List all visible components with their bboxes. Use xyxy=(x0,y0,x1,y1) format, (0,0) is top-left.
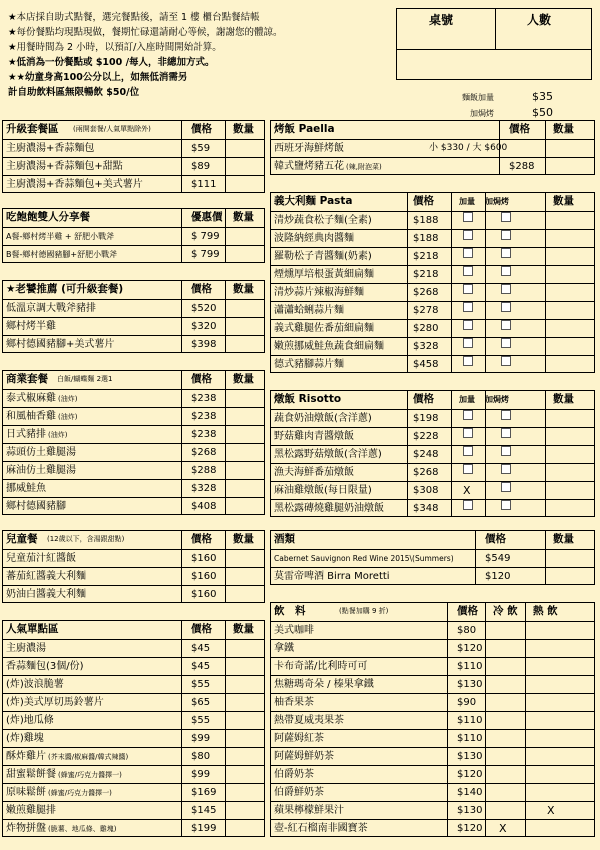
section-title: 烤飯 Paella xyxy=(274,123,335,135)
add-bake-checkbox[interactable] xyxy=(501,284,511,294)
item-price: $268 xyxy=(191,447,217,458)
item-price: $110 xyxy=(457,715,483,726)
hot-header: 熱 飲 xyxy=(533,605,558,617)
menu-item-row[interactable] xyxy=(271,711,594,729)
section-business xyxy=(2,370,265,515)
add-portion-checkbox[interactable] xyxy=(463,338,473,348)
menu-item-row[interactable] xyxy=(271,247,594,265)
menu-item-row[interactable] xyxy=(271,549,594,567)
add-portion-checkbox[interactable] xyxy=(463,464,473,474)
add-portion-checkbox[interactable] xyxy=(463,248,473,258)
item-name: 清炒蒜片辣椒海鮮麵 xyxy=(274,287,364,298)
note-line: ★低消為一份餐點或 $100 /每人，非總加方式。 xyxy=(8,57,215,68)
item-price: $348 xyxy=(413,503,439,514)
section-title-note: (兩開套餐/人氣單點除外) xyxy=(73,125,151,133)
item-price: $288 xyxy=(191,465,217,476)
menu-item-row[interactable] xyxy=(3,317,264,335)
add-bake-checkbox[interactable] xyxy=(501,248,511,258)
menu-item-row[interactable] xyxy=(271,765,594,783)
item-name: 西班牙海鮮烤飯 xyxy=(274,143,344,154)
item-price: $120 xyxy=(457,643,483,654)
qty-header: 數量 xyxy=(553,123,574,135)
surcharge-bake: 加焗烤 $50 xyxy=(470,106,553,119)
menu-item-row[interactable] xyxy=(271,409,594,427)
item-price: $549 xyxy=(485,553,511,564)
item-name: 柚香果茶 xyxy=(274,697,314,708)
qty-header: 數量 xyxy=(233,623,254,635)
item-name: 瀟瀟蛤蜊蒜片麵 xyxy=(274,305,344,316)
item-price: $120 xyxy=(485,571,511,582)
add-portion-checkbox[interactable] xyxy=(463,302,473,312)
menu-item-row[interactable] xyxy=(3,747,264,765)
add-portion-checkbox[interactable] xyxy=(463,320,473,330)
section-title: 酒類 xyxy=(274,533,295,545)
item-price: $218 xyxy=(413,269,439,280)
section-title-note: 白飯/蝴蝶麵 2選1 xyxy=(57,375,113,383)
menu-item-row[interactable] xyxy=(271,427,594,445)
menu-item-row[interactable] xyxy=(3,819,264,837)
item-price: $80 xyxy=(191,751,211,762)
menu-item-row[interactable] xyxy=(271,463,594,481)
menu-item-row[interactable] xyxy=(271,319,594,337)
item-name: 拿鐵 xyxy=(274,643,294,654)
item-name: 羅勒松子青醬麵(奶素) xyxy=(274,251,372,262)
item-name: 煙燻厚培根蛋黃細扁麵 xyxy=(274,269,374,280)
section-kids xyxy=(2,530,265,603)
add-bake-checkbox[interactable] xyxy=(501,446,511,456)
item-price: $458 xyxy=(413,359,439,370)
item-price: $228 xyxy=(413,431,439,442)
item-name: 麻油雞燉飯(每日限量) xyxy=(274,485,372,496)
item-price: $160 xyxy=(191,553,217,564)
item-name: 熱帶夏威夷果茶 xyxy=(274,715,344,726)
add-portion-checkbox[interactable] xyxy=(463,212,473,222)
section-title-note: (點餐加購 9 折) xyxy=(339,607,389,615)
section-header xyxy=(3,281,264,299)
menu-item-row[interactable] xyxy=(271,139,594,157)
add-portion-checkbox[interactable] xyxy=(463,410,473,420)
item-name: 挪威鮭魚 xyxy=(6,483,46,494)
not-available-mark: X xyxy=(463,484,471,497)
add-bake-checkbox[interactable] xyxy=(501,356,511,366)
item-name: B餐-鄉村德國豬腳+舒肥小戰斧 xyxy=(6,250,118,259)
section-title: 人氣單點區 xyxy=(6,623,59,635)
section-pasta xyxy=(270,192,595,373)
qty-header: 數量 xyxy=(553,533,574,545)
menu-item-row[interactable] xyxy=(271,481,594,499)
menu-item-row[interactable] xyxy=(3,175,264,193)
item-name: 低溫京調大戰斧豬排 xyxy=(6,303,96,314)
section-wine xyxy=(270,530,595,585)
section-drinks xyxy=(270,602,595,837)
item-price: 小 $330 / 大 $600 xyxy=(429,143,508,153)
price-header: 價格 xyxy=(191,533,212,545)
section-header xyxy=(271,121,594,139)
item-note: (蜂蜜/巧克力醬擇一) xyxy=(58,771,122,779)
menu-item-row[interactable] xyxy=(271,801,594,819)
item-note: (油炸) xyxy=(48,431,68,439)
add-portion-checkbox[interactable] xyxy=(463,230,473,240)
add-bake-checkbox[interactable] xyxy=(501,230,511,240)
menu-item-row[interactable] xyxy=(3,407,264,425)
section-title: 吃飽飽雙人分享餐 xyxy=(6,211,90,223)
section-header xyxy=(271,531,594,549)
cold-header: 冷 飲 xyxy=(493,605,518,617)
table-no-label: 桌號 xyxy=(429,13,454,27)
item-name: 美式咖啡 xyxy=(274,625,314,636)
item-name: 甜蜜鬆餅餐 xyxy=(6,769,56,780)
item-name: 莫雷帝啤酒 Birra Moretti xyxy=(274,571,390,582)
section-title: ★老饕推薦 (可升級套餐) xyxy=(6,283,124,295)
menu-item-row[interactable] xyxy=(271,639,594,657)
price-header: 價格 xyxy=(191,373,212,385)
item-name: 奶油白醬義大利麵 xyxy=(6,589,86,600)
item-price: $198 xyxy=(413,413,439,424)
section-header xyxy=(3,209,264,227)
item-price: $328 xyxy=(191,483,217,494)
menu-item-row[interactable] xyxy=(3,245,264,263)
item-note: (脆薯、地瓜條、雞塊) xyxy=(48,825,117,833)
item-name: 韓式鹽烤豬五花 xyxy=(274,161,344,172)
add-portion-checkbox[interactable] xyxy=(463,446,473,456)
item-price: $55 xyxy=(191,715,211,726)
item-note: (蜂蜜/巧克力醬擇一) xyxy=(48,789,112,797)
item-price: $160 xyxy=(191,589,217,600)
menu-item-row[interactable] xyxy=(271,675,594,693)
add-bake-checkbox[interactable] xyxy=(501,338,511,348)
item-name: 蒜頭仿土雞腿湯 xyxy=(6,447,76,458)
item-name: 嫩煎雞腿排 xyxy=(6,805,56,816)
item-name: 原味鬆餅 xyxy=(6,787,46,798)
item-price: $145 xyxy=(191,805,217,816)
item-name: (炸)波浪脆薯 xyxy=(6,679,64,690)
menu-item-row[interactable] xyxy=(3,389,264,407)
add-portion-checkbox[interactable] xyxy=(463,266,473,276)
item-name: 主廚濃湯 xyxy=(6,643,46,654)
add-portion-checkbox[interactable] xyxy=(463,356,473,366)
item-name: 和風柚香雞 xyxy=(6,411,56,422)
price-header: 價格 xyxy=(413,195,434,207)
item-name: 泰式椒麻雞 xyxy=(6,393,56,404)
item-name: 鄉村德國豬腳+美式薯片 xyxy=(6,339,115,350)
item-price: $130 xyxy=(457,805,483,816)
price-header: 價格 xyxy=(457,605,478,617)
price-header: 價格 xyxy=(191,623,212,635)
menu-item-row[interactable] xyxy=(271,783,594,801)
item-price: $140 xyxy=(457,787,483,798)
item-price: $45 xyxy=(191,643,211,654)
item-price: $110 xyxy=(457,661,483,672)
qty-header: 數量 xyxy=(233,283,254,295)
item-price: $218 xyxy=(413,251,439,262)
item-name: 黑松露磚燒雞腿奶油燉飯 xyxy=(274,503,384,514)
item-price: $65 xyxy=(191,697,211,708)
price-header: 價格 xyxy=(191,123,212,135)
item-price: $160 xyxy=(191,571,217,582)
bake-header: 加焗烤 xyxy=(485,395,509,404)
item-name: 伯爵鮮奶茶 xyxy=(274,787,324,798)
note-line: 計自助飲料區無限暢飲 $50/位 xyxy=(8,87,140,98)
menu-item-row[interactable] xyxy=(3,299,264,317)
menu-item-row[interactable] xyxy=(3,479,264,497)
qty-header: 數量 xyxy=(233,123,254,135)
item-name: 酥炸雞片 xyxy=(6,751,46,762)
item-name: (炸)美式厚切馬鈴薯片 xyxy=(6,697,104,708)
item-price: $408 xyxy=(191,501,217,512)
menu-item-row[interactable] xyxy=(3,675,264,693)
item-note: (辣,附泡菜) xyxy=(346,163,382,171)
item-name: 主廚濃湯+香蒜麵包 xyxy=(6,143,95,154)
item-price: $120 xyxy=(457,823,483,834)
section-header xyxy=(271,603,594,621)
menu-item-row[interactable] xyxy=(3,567,264,585)
item-price: $169 xyxy=(191,787,217,798)
item-price: $188 xyxy=(413,215,439,226)
item-name: Cabernet Sauvignon Red Wine 2015\(Summers) xyxy=(274,554,454,563)
item-name: 香蒜麵包(3個/份) xyxy=(6,661,84,672)
section-title: 燉飯 Risotto xyxy=(274,393,342,405)
item-name: 波隆納經典肉醬麵 xyxy=(274,233,354,244)
item-name: 阿薩姆鮮奶茶 xyxy=(274,751,334,762)
item-name: 黑松露野菇燉飯(含洋蔥) xyxy=(274,449,382,460)
item-price: $268 xyxy=(413,467,439,478)
item-price: $111 xyxy=(191,179,217,190)
section-paella xyxy=(270,120,595,175)
note-line: ★本店採自助式點餐，選完餐點後，請至 1 樓 櫃台點餐結帳 xyxy=(8,12,260,23)
item-price: $99 xyxy=(191,769,211,780)
qty-header: 數量 xyxy=(233,533,254,545)
item-price: $110 xyxy=(457,733,483,744)
item-note: (油炸) xyxy=(58,395,78,403)
menu-item-row[interactable] xyxy=(3,335,264,353)
add-portion-checkbox[interactable] xyxy=(463,284,473,294)
menu-item-row[interactable] xyxy=(3,711,264,729)
item-name: 麻油仿土雞腿湯 xyxy=(6,465,76,476)
section-signature xyxy=(2,280,265,353)
table-people-box[interactable] xyxy=(396,8,592,80)
item-price: $328 xyxy=(413,341,439,352)
item-name: 阿薩姆紅茶 xyxy=(274,733,324,744)
item-price: $ 799 xyxy=(191,231,220,242)
menu-item-row[interactable] xyxy=(271,819,594,837)
item-price: $59 xyxy=(191,143,211,154)
qty-header: 數量 xyxy=(233,373,254,385)
add-bake-checkbox[interactable] xyxy=(501,482,511,492)
section-header xyxy=(271,391,594,409)
item-price: $520 xyxy=(191,303,217,314)
item-price: $278 xyxy=(413,305,439,316)
item-price: $238 xyxy=(191,411,217,422)
note-line: ★用餐時間為 2 小時，以預訂/入座時間開始計算。 xyxy=(8,42,222,53)
menu-item-row[interactable] xyxy=(271,445,594,463)
item-name: 卡布奇諾/比利時可可 xyxy=(274,661,368,672)
menu-item-row[interactable] xyxy=(271,693,594,711)
notes xyxy=(8,10,398,100)
section-title: 義大利麵 Pasta xyxy=(274,195,353,207)
menu-item-row[interactable] xyxy=(3,585,264,603)
add-header: 加量 xyxy=(459,197,475,206)
item-name: 焦糖瑪奇朵 / 榛果拿鐵 xyxy=(274,679,374,690)
qty-header: 數量 xyxy=(553,393,574,405)
menu-item-row[interactable] xyxy=(271,621,594,639)
item-name: 蘋果檸檬鮮果汁 xyxy=(274,805,344,816)
add-bake-checkbox[interactable] xyxy=(501,464,511,474)
menu-item-row[interactable] xyxy=(3,549,264,567)
menu-item-row[interactable] xyxy=(3,729,264,747)
section-title: 飲 料 xyxy=(274,605,306,617)
item-price: $130 xyxy=(457,751,483,762)
menu-item-row[interactable] xyxy=(271,211,594,229)
item-price: $89 xyxy=(191,161,211,172)
add-bake-checkbox[interactable] xyxy=(501,266,511,276)
item-price: $55 xyxy=(191,679,211,690)
section-title-note: (12歲以下，含湯跟甜點) xyxy=(47,535,125,543)
item-name: 鄉村德國豬腳 xyxy=(6,501,66,512)
section-popular xyxy=(2,620,265,837)
item-price: $248 xyxy=(413,449,439,460)
menu-item-row[interactable] xyxy=(271,499,594,517)
price-header: 價格 xyxy=(485,533,506,545)
item-price: $ 799 xyxy=(191,249,220,260)
item-name: 嫩煎挪威鮭魚蔬食細扁麵 xyxy=(274,341,384,352)
no-cold-mark: X xyxy=(499,822,507,835)
menu-item-row[interactable] xyxy=(3,497,264,515)
menu-item-row[interactable] xyxy=(3,157,264,175)
menu-item-row[interactable] xyxy=(3,657,264,675)
item-price: $320 xyxy=(191,321,217,332)
menu-item-row[interactable] xyxy=(3,639,264,657)
menu-item-row[interactable] xyxy=(3,425,264,443)
item-name: 漁夫海鮮番茄燉飯 xyxy=(274,467,354,478)
menu-item-row[interactable] xyxy=(271,229,594,247)
add-bake-checkbox[interactable] xyxy=(501,302,511,312)
item-name: 清炒蔬食松子麵(全素) xyxy=(274,215,372,226)
add-bake-checkbox[interactable] xyxy=(501,500,511,510)
item-note: (芥末醬/椒麻醬/韓式辣醬) xyxy=(48,753,129,761)
section-upgrade xyxy=(2,120,265,193)
item-price: $99 xyxy=(191,733,211,744)
add-header: 加量 xyxy=(459,395,475,404)
menu-item-row[interactable] xyxy=(3,227,264,245)
menu-item-row[interactable] xyxy=(271,729,594,747)
item-name: 主廚濃湯+香蒜麵包+美式薯片 xyxy=(6,179,143,190)
menu-item-row[interactable] xyxy=(271,747,594,765)
item-price: $398 xyxy=(191,339,217,350)
item-name: 伯爵奶茶 xyxy=(274,769,314,780)
item-name: 蕃茄紅醬義大利麵 xyxy=(6,571,86,582)
menu-item-row[interactable] xyxy=(3,461,264,479)
item-price: $288 xyxy=(509,161,535,172)
menu-item-row[interactable] xyxy=(3,765,264,783)
price-header: 優惠價 xyxy=(191,211,223,223)
item-price: $268 xyxy=(413,287,439,298)
item-name: 德式豬腳蒜片麵 xyxy=(274,359,344,370)
item-name: 義式雞腿佐番茄細扁麵 xyxy=(274,323,374,334)
item-name: (炸)雞塊 xyxy=(6,733,44,744)
item-name: A餐-鄉村烤半雞 + 舒肥小戰斧 xyxy=(6,232,115,241)
menu-item-row[interactable] xyxy=(271,283,594,301)
item-price: $280 xyxy=(413,323,439,334)
section-header xyxy=(271,193,594,211)
section-risotto xyxy=(270,390,595,517)
item-name: 兒童茄汁紅醬飯 xyxy=(6,553,76,564)
menu-item-row[interactable] xyxy=(271,567,594,585)
item-price: $188 xyxy=(413,233,439,244)
add-bake-checkbox[interactable] xyxy=(501,428,511,438)
item-name: 炸物拼盤 xyxy=(6,823,46,834)
item-name: 日式豬排 xyxy=(6,429,46,440)
item-price: $45 xyxy=(191,661,211,672)
menu-item-row[interactable] xyxy=(271,657,594,675)
surcharge-add: 麵飯加量 $35 xyxy=(462,90,553,103)
add-bake-checkbox[interactable] xyxy=(501,320,511,330)
add-portion-checkbox[interactable] xyxy=(463,500,473,510)
menu-item-row[interactable] xyxy=(271,337,594,355)
section-title: 商業套餐 xyxy=(6,373,48,385)
item-name: 蔬食奶油燉飯(含洋蔥) xyxy=(274,413,372,424)
menu-item-row[interactable] xyxy=(3,693,264,711)
item-name: (炸)地瓜條 xyxy=(6,715,54,726)
menu-item-row[interactable] xyxy=(3,801,264,819)
item-price: $238 xyxy=(191,429,217,440)
add-portion-checkbox[interactable] xyxy=(463,428,473,438)
item-name: 野菇雞肉青醬燉飯 xyxy=(274,431,354,442)
qty-header: 數量 xyxy=(233,211,254,223)
item-price: $238 xyxy=(191,393,217,404)
people-label: 人數 xyxy=(527,13,552,27)
item-note: (油炸) xyxy=(58,413,78,421)
menu-item-row[interactable] xyxy=(271,157,594,175)
section-header xyxy=(3,371,264,389)
menu-item-row[interactable] xyxy=(271,301,594,319)
note-line: ★★幼童身高100公分以上，如無低消需另 xyxy=(8,72,188,83)
qty-header: 數量 xyxy=(553,195,574,207)
add-bake-checkbox[interactable] xyxy=(501,410,511,420)
item-name: 主廚濃湯+香蒜麵包+甜點 xyxy=(6,161,123,172)
item-price: $80 xyxy=(457,625,477,636)
item-price: $130 xyxy=(457,679,483,690)
no-hot-mark: X xyxy=(547,804,555,817)
menu-item-row[interactable] xyxy=(271,355,594,373)
menu-item-row[interactable] xyxy=(3,443,264,461)
menu-item-row[interactable] xyxy=(3,783,264,801)
note-line: ★每份餐點均現點現做，餐期忙碌還請耐心等候，謝謝您的體諒。 xyxy=(8,27,283,38)
menu-item-row[interactable] xyxy=(3,139,264,157)
price-header: 價格 xyxy=(191,283,212,295)
section-header xyxy=(3,621,264,639)
item-name: 鄉村烤半雞 xyxy=(6,321,56,332)
section-header xyxy=(3,121,264,139)
section-buffet xyxy=(2,208,265,263)
section-header xyxy=(3,531,264,549)
add-bake-checkbox[interactable] xyxy=(501,212,511,222)
item-price: $90 xyxy=(457,697,477,708)
item-name: 壺-紅石榴南非國寶茶 xyxy=(274,823,368,834)
section-title: 升級套餐區 xyxy=(6,123,59,135)
bake-header: 加焗烤 xyxy=(485,197,509,206)
item-price: $199 xyxy=(191,823,217,834)
menu-item-row[interactable] xyxy=(271,265,594,283)
section-title: 兒童餐 xyxy=(6,533,38,545)
price-header: 價格 xyxy=(509,123,530,135)
price-header: 價格 xyxy=(413,393,434,405)
item-price: $120 xyxy=(457,769,483,780)
item-price: $308 xyxy=(413,485,439,496)
